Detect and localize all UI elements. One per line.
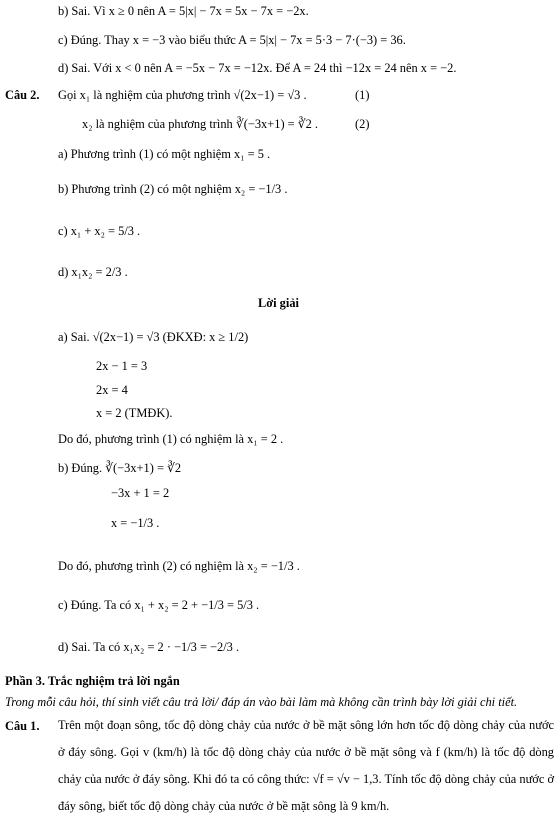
statement-d: d) x₁x₂ = 2/3 .: [58, 265, 128, 279]
solution-b-step1: −3x + 1 = 2: [111, 486, 170, 500]
question-2-label: Câu 2.: [5, 88, 40, 102]
statement-a: a) Phương trình (1) có một nghiệm x₁ = 5 .: [58, 147, 271, 161]
solution-heading: Lời giải: [258, 296, 299, 310]
answer-b-sai: b) Sai. Vì x ≥ 0 nên A = 5|x| − 7x = 5x − 7x = −2x.: [58, 4, 309, 18]
solution-a-step3: x = 2 (TMĐK).: [96, 406, 173, 420]
statement-b: b) Phương trình (2) có một nghiệm x₂ = −1/3 .: [58, 182, 288, 196]
equation-number-1: (1): [355, 88, 370, 102]
answer-d-sai: d) Sai. Với x < 0 nên A = −5x − 7x = −12x. Để A = 24 thì −12x = 24 nên x = −2.: [58, 61, 457, 75]
question-2-line2: x₂ là nghiệm của phương trình ∛(−3x+1) = ∛2 .: [82, 117, 319, 131]
part-3-heading: Phần 3. Trắc nghiệm trả lời ngắn: [5, 674, 180, 688]
solution-b-step2: x = −1/3 .: [111, 516, 160, 530]
solution-b-conclusion: Do đó, phương trình (2) có nghiệm là x₂ = −1/3 .: [58, 559, 300, 573]
solution-d: d) Sai. Ta có x₁x₂ = 2 · −1/3 = −2/3 .: [58, 640, 240, 654]
solution-a-step2: 2x = 4: [96, 383, 128, 397]
question-2-line1: Gọi x₁ là nghiệm của phương trình √(2x−1) = √3 .: [58, 88, 307, 102]
solution-b: b) Đúng. ∛(−3x+1) = ∛2: [58, 461, 182, 475]
solution-a-conclusion: Do đó, phương trình (1) có nghiệm là x₁ = 2 .: [58, 432, 284, 446]
question-1-text: Trên một đoạn sông, tốc độ dòng chảy của nước ở bề mặt sông lớn hơn tốc độ dòng chảy của nước ở đáy sông. Gọi v (km/h) là tốc độ dòng chảy của nước ở bề mặt sông và f (km/h) là tốc độ dòng chảy của nước ở đáy sông. Khi đó ta có công thức: √f = √v − 1,3. Tính tốc độ dòng chảy của nước ở đáy sông, biết tốc độ dòng chảy của nước ở bề mặt sông là 9 km/h.: [58, 718, 554, 813]
solution-c: c) Đúng. Ta có x₁ + x₂ = 2 + −1/3 = 5/3 .: [58, 598, 260, 612]
statement-c: c) x₁ + x₂ = 5/3 .: [58, 224, 141, 238]
solution-a-step1: 2x − 1 = 3: [96, 359, 148, 373]
question-1-label: Câu 1.: [5, 719, 40, 733]
equation-number-2: (2): [355, 117, 370, 131]
part-3-instruction: Trong mỗi câu hỏi, thí sinh viết câu trả lời/ đáp án vào bài làm mà không cần trình bày lời giải chi tiết.: [5, 695, 518, 709]
solution-a: a) Sai. √(2x−1) = √3 (ĐKXĐ: x ≥ 1/2): [58, 330, 249, 344]
answer-c-dung: c) Đúng. Thay x = −3 vào biểu thức A = 5|x| − 7x = 5·3 − 7·(−3) = 36.: [58, 33, 406, 47]
